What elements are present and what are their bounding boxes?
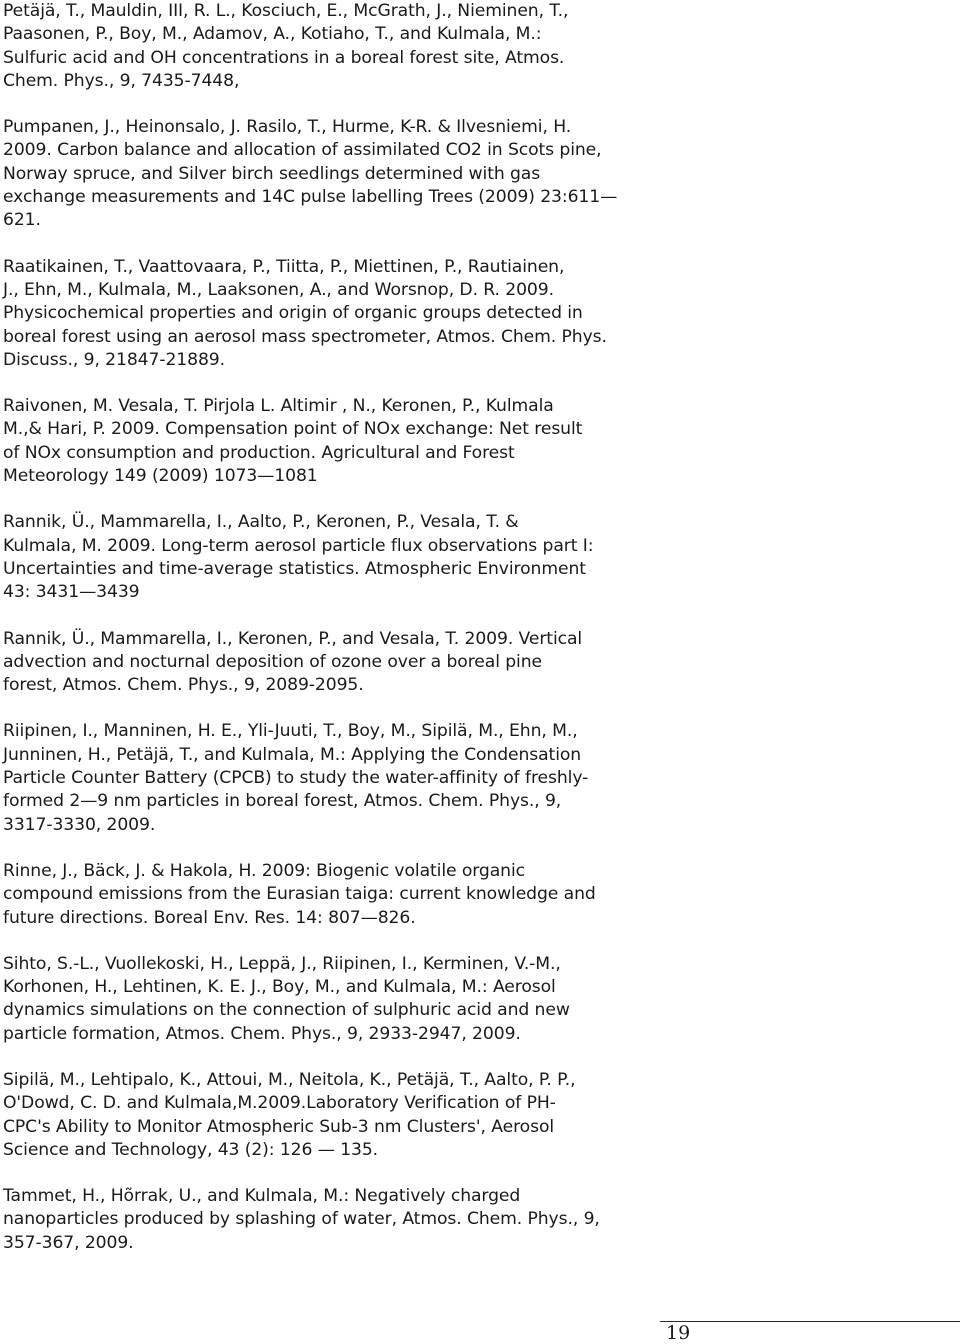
reference-line: Physicochemical properties and origin of organic groups detected in xyxy=(3,303,583,324)
reference-line: M.,& Hari, P. 2009. Compensation point of NOx exchange: Net result xyxy=(3,419,583,440)
reference-line: Kulmala, M. 2009. Long-term aerosol particle flux observations part I: xyxy=(3,535,594,556)
reference-line: forest, Atmos. Chem. Phys., 9, 2089-2095. xyxy=(3,675,364,696)
reference-line: particle formation, Atmos. Chem. Phys., 9, 2933-2947, 2009. xyxy=(3,1023,521,1044)
reference-line: boreal forest using an aerosol mass spectrometer, Atmos. Chem. Phys. xyxy=(3,326,607,347)
reference-sihto-2009 xyxy=(3,953,653,1046)
reference-line: Tammet, H., Hõrrak, U., and Kulmala, M.: Negatively charged xyxy=(3,1186,521,1207)
reference-sipila-2009 xyxy=(3,1069,653,1162)
reference-line: 43: 3431—3439 xyxy=(3,582,140,603)
reference-line: dynamics simulations on the connection of sulphuric acid and new xyxy=(3,1000,570,1021)
reference-raivonen-2009 xyxy=(3,395,653,488)
reference-riipinen-2009 xyxy=(3,720,653,836)
reference-line: Rannik, Ü., Mammarella, I., Keronen, P., and Vesala, T. 2009. Vertical xyxy=(3,628,583,649)
reference-line: nanoparticles produced by splashing of water, Atmos. Chem. Phys., 9, xyxy=(3,1209,600,1230)
reference-line: Science and Technology, 43 (2): 126 — 135. xyxy=(3,1139,379,1160)
reference-list xyxy=(3,0,653,1278)
reference-rannik-2009-b xyxy=(3,628,653,698)
reference-line: Paasonen, P., Boy, M., Adamov, A., Kotiaho, T., and Kulmala, M.: xyxy=(3,24,542,45)
reference-tammet-2009 xyxy=(3,1185,653,1255)
reference-line: Sihto, S.-L., Vuollekoski, H., Leppä, J., Riipinen, I., Kerminen, V.-M., xyxy=(3,953,561,974)
reference-line: J., Ehn, M., Kulmala, M., Laaksonen, A., and Worsnop, D. R. 2009. xyxy=(3,279,554,300)
reference-line: advection and nocturnal deposition of ozone over a boreal pine xyxy=(3,651,542,672)
reference-line: Rinne, J., Bäck, J. & Hakola, H. 2009: Biogenic volatile organic xyxy=(3,860,525,881)
reference-line: compound emissions from the Eurasian taiga: current knowledge and xyxy=(3,884,596,905)
reference-line: formed 2—9 nm particles in boreal forest, Atmos. Chem. Phys., 9, xyxy=(3,791,562,812)
reference-line: Petäjä, T., Mauldin, III, R. L., Kosciuch, E., McGrath, J., Nieminen, T., xyxy=(3,1,569,21)
reference-rinne-2009 xyxy=(3,860,653,930)
reference-line: Meteorology 149 (2009) 1073—1081 xyxy=(3,466,318,487)
reference-line: Junninen, H., Petäjä, T., and Kulmala, M.: Applying the Condensation xyxy=(3,744,582,765)
reference-line: 357-367, 2009. xyxy=(3,1232,134,1253)
reference-line: Particle Counter Battery (CPCB) to study the water-affinity of freshly- xyxy=(3,768,589,789)
reference-line: 3317-3330, 2009. xyxy=(3,814,156,835)
reference-line: Riipinen, I., Manninen, H. E., Yli-Juuti, T., Boy, M., Sipilä, M., Ehn, M., xyxy=(3,721,578,742)
reference-line: Pumpanen, J., Heinonsalo, J. Rasilo, T., Hurme, K-R. & Ilvesniemi, H. xyxy=(3,117,572,138)
reference-line: Rannik, Ü., Mammarella, I., Aalto, P., Keronen, P., Vesala, T. & xyxy=(3,512,519,533)
reference-line: Uncertainties and time-average statistics. Atmospheric Environment xyxy=(3,558,586,579)
reference-line: Norway spruce, and Silver birch seedlings determined with gas xyxy=(3,163,541,184)
reference-line: Raivonen, M. Vesala, T. Pirjola L. Altimir , N., Keronen, P., Kulmala xyxy=(3,396,554,417)
reference-line: 621. xyxy=(3,210,41,231)
reference-line: exchange measurements and 14C pulse labelling Trees (2009) 23:611— xyxy=(3,187,618,208)
reference-petaja-2009 xyxy=(3,0,653,93)
reference-line: O'Dowd, C. D. and Kulmala,M.2009.Laboratory Verification of PH- xyxy=(3,1093,556,1114)
footer-divider xyxy=(660,1321,960,1322)
reference-line: Sipilä, M., Lehtipalo, K., Attoui, M., Neitola, K., Petäjä, T., Aalto, P. P., xyxy=(3,1069,576,1090)
reference-line: future directions. Boreal Env. Res. 14: 807—826. xyxy=(3,907,416,928)
reference-pumpanen-2009 xyxy=(3,116,653,232)
reference-line: Korhonen, H., Lehtinen, K. E. J., Boy, M., and Kulmala, M.: Aerosol xyxy=(3,977,556,998)
reference-line: Chem. Phys., 9, 7435-7448, xyxy=(3,70,240,91)
reference-line: of NOx consumption and production. Agricultural and Forest xyxy=(3,442,515,463)
reference-line: Raatikainen, T., Vaattovaara, P., Tiitta, P., Miettinen, P., Rautiainen, xyxy=(3,256,565,277)
reference-line: CPC's Ability to Monitor Atmospheric Sub-3 nm Clusters', Aerosol xyxy=(3,1116,555,1137)
reference-rannik-2009-a xyxy=(3,511,653,604)
reference-line: 2009. Carbon balance and allocation of assimilated CO2 in Scots pine, xyxy=(3,140,602,161)
reference-line: Sulfuric acid and OH concentrations in a boreal forest site, Atmos. xyxy=(3,47,565,68)
page-number: 19 xyxy=(666,1322,691,1344)
reference-line: Discuss., 9, 21847-21889. xyxy=(3,349,225,370)
reference-raatikainen-2009 xyxy=(3,256,653,372)
